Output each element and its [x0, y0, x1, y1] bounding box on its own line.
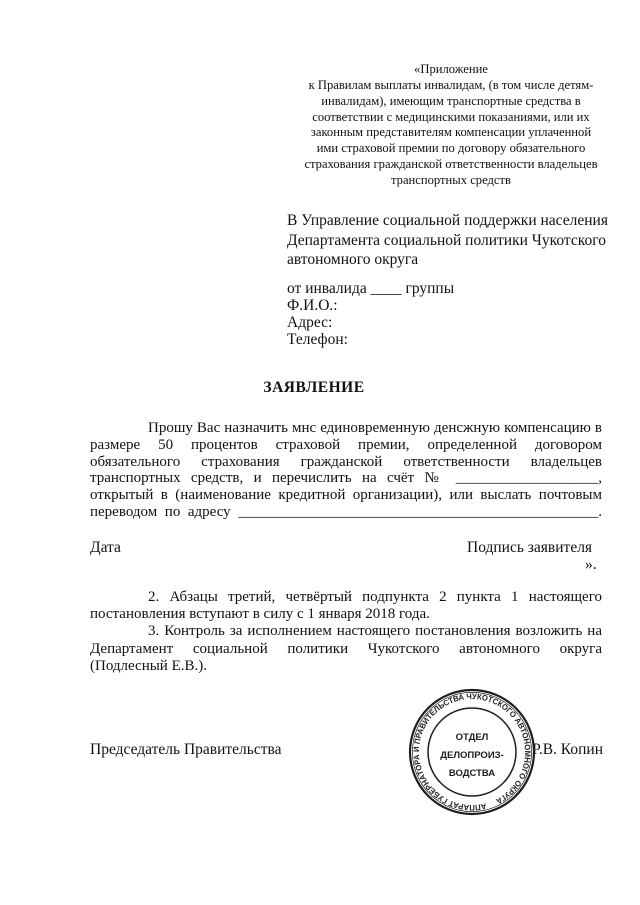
application-line: открытый в (наименование кредитной организации), или выслать почтовым	[90, 487, 602, 504]
application-line: Прошу Вас назначить мнс единовременную денсжную компенсацию в	[148, 420, 602, 436]
appendix-note-line: страхования гражданской ответственности владельцев	[304, 157, 598, 172]
applicant-signature-label: Подпись заявителя	[467, 539, 593, 556]
resolution-line: (Подлесный Е.В.).	[90, 657, 207, 674]
appendix-note-line: транспортных средств	[391, 172, 511, 187]
stamp-center-line: ДЕЛОПРОИЗ-	[440, 750, 504, 761]
application-line: размере 50 процентов страховой премии, определенной договором	[90, 436, 602, 453]
signatory-name: Р.В. Копин	[532, 741, 603, 758]
addressee-line: Департамента социальной политики Чукотского	[287, 231, 606, 249]
stamp-center-line: ВОДСТВА	[448, 768, 496, 779]
appendix-note-line: законным представителям компенсации уплаченной	[310, 125, 592, 140]
stamp-ring-text-path: АППАРАТ ГУБЕРНАТОРА И ПРАВИТЕЛЬСТВА ЧУКОТСКОГО АВТОНОМНОГО ОКРУГА	[411, 691, 533, 813]
appendix-note-line: к Правилам выплаты инвалидам, (в том числе детям-	[308, 77, 594, 92]
resolution-line: постановления вступают в силу с 1 января 2018 года.	[90, 606, 430, 623]
resolution-line: Департамент социальной политики Чукотского автономного округа	[90, 640, 602, 657]
resolution-body	[90, 589, 602, 675]
document-title: ЗАЯВЛЕНИЕ	[263, 379, 365, 396]
appendix-note	[296, 62, 606, 189]
appendix-note-line: инвалидам), имеющим транспортные средства в	[321, 93, 581, 108]
applicant-name-label: Ф.И.О.:	[287, 297, 338, 314]
applicant-block	[287, 280, 454, 348]
resolution-line: 3. Контроль за исполнением настоящего постановления возложить на	[148, 623, 602, 640]
appendix-note-line: соответствии с медицинскими показаниями, или их	[312, 109, 590, 124]
application-line: переводом по адресу ________________________________________________.	[90, 503, 602, 520]
stamp-center-line: ОТДЕЛ	[455, 732, 489, 743]
applicant-address-label: Адрес:	[287, 314, 333, 331]
addressee-line: В Управление социальной поддержки населения	[287, 212, 608, 229]
application-line: обязательного страхования гражданской ответственности владельцев	[90, 453, 602, 470]
applicant-phone-label: Телефон:	[287, 331, 348, 348]
resolution-line: 2. Абзацы третий, четвёртый подпункта 2 пункта 1 настоящего	[148, 589, 602, 605]
closing-quote: ».	[585, 556, 597, 573]
official-stamp	[405, 688, 541, 818]
application-body	[90, 420, 602, 521]
appendix-note-line: ими страховой премии по договору обязательного	[316, 141, 586, 156]
appendix-note-line: «Приложение	[414, 62, 488, 76]
addressee-line: автономного округа	[287, 251, 419, 269]
applicant-group-line: от инвалида ____ группы	[287, 280, 455, 297]
addressee-block	[287, 211, 608, 270]
application-line: транспортных средств, и перечислить на счёт № ___________________,	[90, 470, 602, 487]
signatory-position: Председатель Правительства	[90, 741, 282, 758]
date-label: Дата	[90, 539, 121, 556]
